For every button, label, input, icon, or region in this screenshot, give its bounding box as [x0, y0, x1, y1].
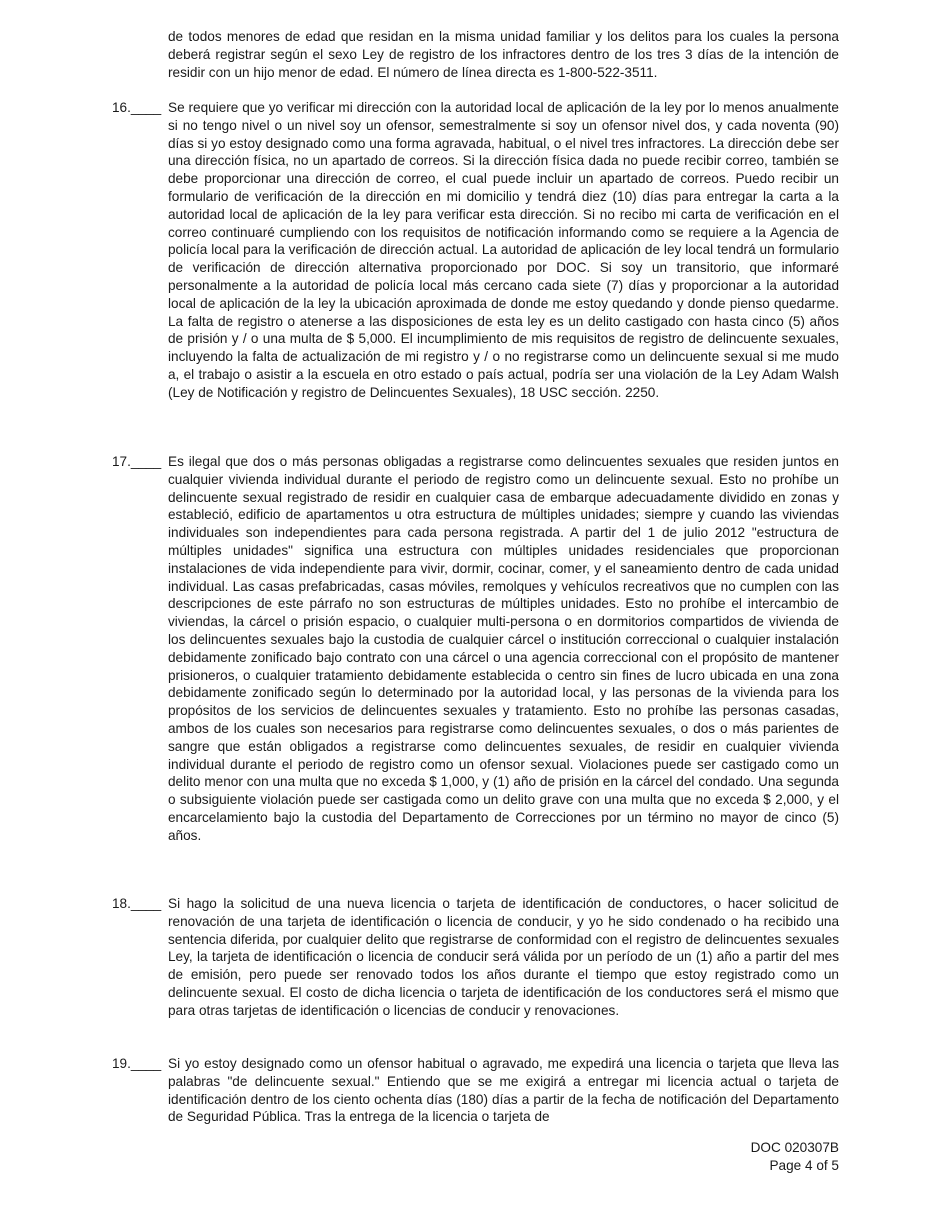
- item-number: 16.____: [112, 100, 162, 115]
- page-number: Page 4 of 5: [769, 1157, 839, 1173]
- item-number: 18.____: [112, 896, 162, 911]
- item-number: 17.____: [112, 454, 162, 469]
- numbered-item-19: [112, 1055, 839, 1126]
- item-text: Se requiere que yo verificar mi dirección con la autoridad local de aplicación de la ley por lo menos anualmente si no tengo nivel o un nivel soy un ofensor, semestralmente si soy un ofensor nivel dos, y cada noventa (90) días si yo estoy designado como una forma agravada, habitual, o el nivel tres infractores. La dirección debe ser una dirección física, no un apartado de correos. Si la dirección física dada no puede recibir correo, también se debe proporcionar una dirección de correo, el cual puede incluir un apartado de correos. Puedo recibir un formulario de verificación de la dirección en mi domicilio y tendrá diez (10) días para entregar la carta a la autoridad local de aplicación de la ley para verificar esta dirección. Si no recibo mi carta de verificación en el correo continuaré cumpliendo con los requisitos de notificación informando como se requiere a la Agencia de policía local para la verificación de dirección actual. La autoridad de aplicación de ley local tendrá un formulario de verificación de dirección alternativa proporcionado por DOC. Si soy un transitorio, que informaré personalmente a la autoridad de policía local más cercano cada siete (7) días y proporcionar a la autoridad local de aplicación de la ley la ubicación aproximada de donde me estoy quedando y donde pienso quedarme. La falta de registro o atenerse a las disposiciones de esta ley es un delito castigado con hasta cinco (5) años de prisión y / o una multa de $ 5,000. El incumplimiento de mis requisitos de registro de delincuente sexuales, incluyendo la falta de actualización de mi registro y / o no registrarse como un delincuente sexual si me mudo a, el trabajo o asistir a la escuela en otro estado o país actual, podría ser una violación de la Ley Adam Walsh (Ley de Notificación y registro de Delincuentes Sexuales), 18 USC sección. 2250.: [168, 100, 839, 400]
- paragraph-text: de todos menores de edad que residan en la misma unidad familiar y los delitos para los cuales la persona deberá registrar según el sexo Ley de registro de los infractores dentro de los tres 3 días de la intención de residir con un hijo menor de edad. El número de línea directa es 1-800-522-3511.: [168, 29, 839, 80]
- numbered-item-16: [112, 99, 839, 402]
- document-id: DOC 020307B: [750, 1140, 839, 1155]
- item-text: Si hago la solicitud de una nueva licencia o tarjeta de identificación de conductores, o hacer solicitud de renovación de una tarjeta de identificación o licencia de conducir, y yo he sido condenado o ha recibido una sentencia diferida, por cualquier delito que registrarse de conformidad con el registro de delincuentes sexuales Ley, la tarjeta de identificación o licencia de conducir será válida por un período de un (1) año a partir del mes de emisión, pero puede ser renovado todos los años durante el tiempo que estoy registrado como un delincuente sexual. El costo de dicha licencia o tarjeta de identificación de los conductores será el mismo que para otras tarjetas de identificación o licencias de conducir y renovaciones.: [168, 896, 839, 1018]
- numbered-item-18: [112, 895, 839, 1020]
- numbered-item-17: [112, 453, 839, 845]
- item-text: Si yo estoy designado como un ofensor habitual o agravado, me expedirá una licencia o tarjeta que lleva las palabras "de delincuente sexual." Entiendo que se me exigirá a entregar mi licencia actual o tarjeta de identificación dentro de los ciento ochenta días (180) días a partir de la fecha de notificación del Departamento de Seguridad Pública. Tras la entrega de la licencia o tarjeta de: [168, 1056, 839, 1125]
- item-number: 19.____: [112, 1056, 162, 1071]
- page-footer: [751, 1139, 839, 1175]
- paragraph-continuation: [112, 28, 839, 81]
- item-text: Es ilegal que dos o más personas obligadas a registrarse como delincuentes sexuales que residen juntos en cualquier vivienda individual durante el periodo de registro como un delincuente sexual. Esto no prohíbe un delincuente sexual registrado de residir en cualquier casa de embarque adecuadamente dividido en zonas y estableció, edificio de apartamentos u otra estructura de múltiples unidades; siempre y cuando las viviendas individuales son independientes para cada persona registrada. A partir del 1 de julio 2012 "estructura de múltiples unidades" significa una estructura con múltiples unidades residenciales que proporcionan instalaciones de vida independiente para vivir, dormir, cocinar, comer, y el saneamiento dentro de cada unidad individual. Las casas prefabricadas, casas móviles, remolques y vehículos recreativos que no cumplen con las descripciones de este párrafo no son estructuras de múltiples unidades. Esto no prohíbe el intercambio de viviendas, la cárcel o prisión espacio, o cualquier multi-persona o en dormitorios compartidos de vivienda de los delincuentes sexuales bajo la custodia de cualquier cárcel o institución correccional o cualquier instalación debidamente zonificado bajo contrato con una cárcel o una agencia correccional con el propósito de mantener prisioneros, o cualquier tratamiento debidamente establecida o centro sin fines de lucro ubicada en una zona debidamente zonificado según lo determinado por la autoridad local, y las personas de la vivienda para los propósitos de los servicios de delincuentes sexuales y tratamiento. Esto no prohíbe las personas casadas, ambos de los cuales son necesarios para registrarse como delincuentes sexuales, o dos o más parientes de sangre que están obligados a registrarse como delincuentes sexuales, de residir en cualquier vivienda individual durante el periodo de registro como un ofensor sexual. Violaciones puede ser castigado como un delito menor con una multa que no exceda $ 1,000, y (1) año de prisión en la cárcel del condado. Una segunda o subsiguiente violación puede ser castigada como un delito grave con una multa que no exceda $ 2,000, y el encarcelamiento bajo la custodia del Departamento de Correcciones por un término no mayor de cinco (5) años.: [168, 454, 839, 843]
